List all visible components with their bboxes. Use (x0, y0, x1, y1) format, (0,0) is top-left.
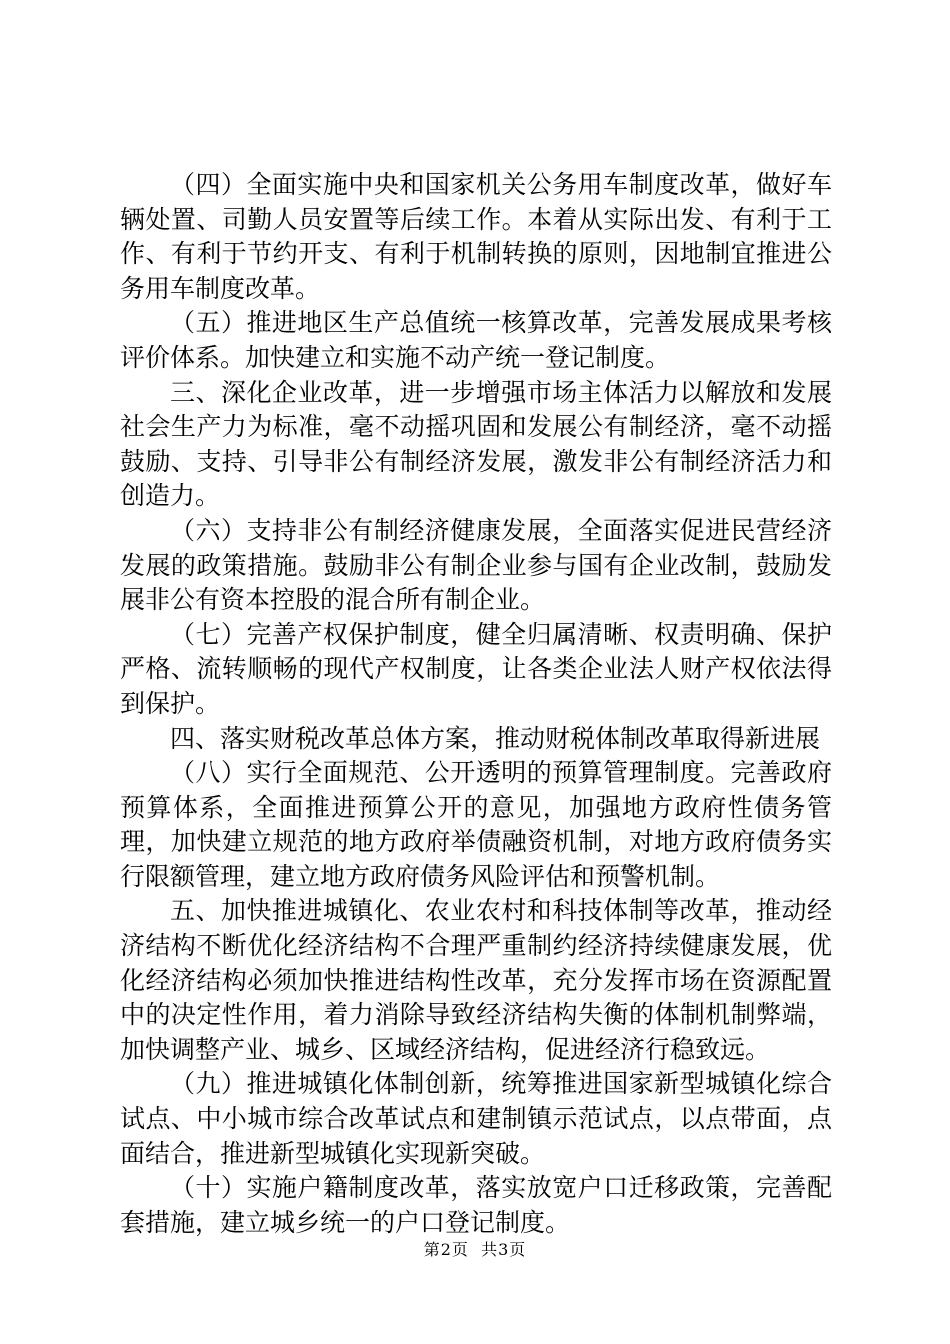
document-body (120, 168, 832, 1240)
paragraph-10: （十）实施户籍制度改革，落实放宽户口迁移政策，完善配套措施，建立城乡统一的户口登记制度。 (120, 1173, 832, 1237)
paragraph-6: （六）支持非公有制经济健康发展，全面落实促进民营经济发展的政策措施。鼓励非公有制企业参与国有企业改制，鼓励发展非公有资本控股的混合所有制企业。 (120, 515, 832, 615)
paragraph-4: （四）全面实施中央和国家机关公务用车制度改革，做好车辆处置、司勤人员安置等后续工作。本着从实际出发、有利于工作、有利于节约开支、有利于机制转换的原则，因地制宜推进公务用车制度改革。 (120, 170, 832, 303)
total-pages: 共3页 (481, 1240, 527, 1259)
section-heading-3: 三、深化企业改革，进一步增强市场主体活力以解放和发展社会生产力为标准，毫不动摇巩固和发展公有制经济，毫不动摇鼓励、支持、引导非公有制经济发展，激发非公有制经济活力和创造力。 (120, 377, 832, 511)
section-heading-4: 四、落实财税改革总体方案，推动财税体制改革取得新进展 (170, 723, 821, 753)
section-heading-5: 五、加快推进城镇化、农业农村和科技体制等改革，推动经济结构不断优化经济结构不合理严重制约经济持续健康发展，优化经济结构必须加快推进结构性改革，充分发挥市场在资源配置中的决定性作用，着力消除导致经济结构失衡的体制机制弊端，加快调整产业、城乡、区域经济结构，促进经济行稳致远。 (120, 896, 832, 1064)
paragraph-5: （五）推进地区生产总值统一核算改革，完善发展成果考核评价体系。加快建立和实施不动产统一登记制度。 (120, 308, 832, 372)
paragraph-9: （九）推进城镇化体制创新，统筹推进国家新型城镇化综合试点、中小城市综合改革试点和建制镇示范试点，以点带面，点面结合，推进新型城镇化实现新突破。 (120, 1069, 832, 1168)
page-number: 第2页 (423, 1240, 469, 1259)
page-footer (0, 1240, 950, 1260)
paragraph-8: （八）实行全面规范、公开透明的预算管理制度。完善政府预算体系，全面推进预算公开的意见，加强地方政府性债务管理，加快建立规范的地方政府举债融资机制，对地方政府债务实行限额管理，建立地方政府债务风险评估和预警机制。 (120, 758, 832, 891)
paragraph-7: （七）完善产权保护制度，健全归属清晰、权责明确、保护严格、流转顺畅的现代产权制度，让各类企业法人财产权依法得到保护。 (120, 619, 832, 718)
